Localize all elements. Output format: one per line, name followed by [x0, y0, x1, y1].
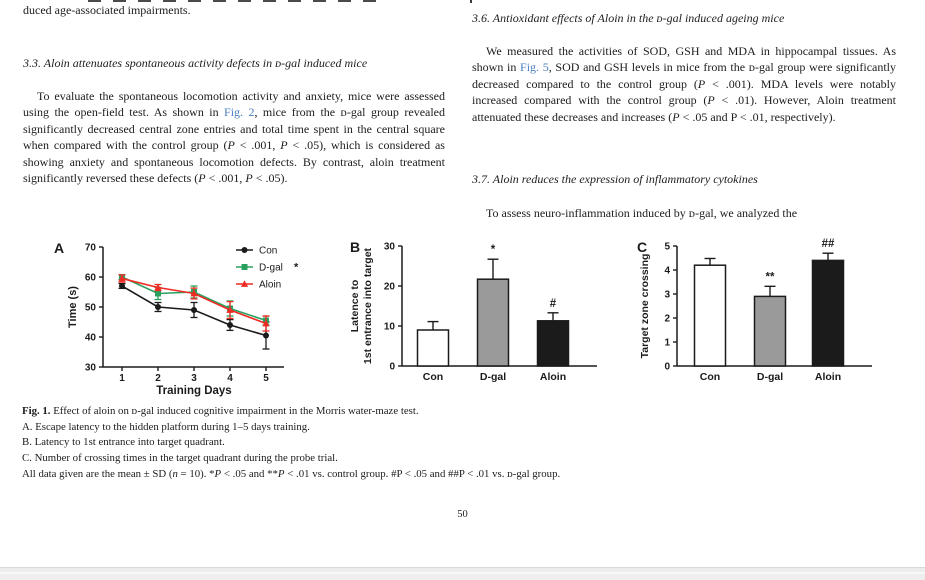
- x-category-label: Con: [699, 371, 721, 383]
- figure-panel-a-line-chart: [40, 236, 342, 404]
- data-point-circle: [242, 247, 248, 253]
- y-axis-label: Latence to: [349, 279, 361, 333]
- x-tick-label: 1: [119, 373, 125, 384]
- text-segment: < .01). However, Aloin treatment attenuated these decreases and increases (: [472, 93, 897, 124]
- section-3-6-paragraph: [472, 43, 896, 125]
- chart-svg-panel-b: [345, 236, 637, 399]
- x-tick-label: 5: [263, 373, 269, 384]
- text-segment: Fig. 1.: [22, 405, 51, 417]
- text-segment: P: [697, 76, 706, 91]
- chart-svg-panel-c: [630, 236, 925, 399]
- data-point-circle: [227, 322, 233, 328]
- text-segment: P: [227, 138, 235, 153]
- text-segment: P: [277, 467, 285, 480]
- text-segment: All data given are the mean ± SD (: [22, 467, 173, 480]
- figure-panel-b-bar-chart: [345, 236, 637, 404]
- figure-reference-link[interactable]: Fig. 5: [520, 60, 549, 75]
- x-category-label: Con: [422, 371, 444, 383]
- text-segment: P: [707, 93, 715, 108]
- caption-line: [22, 420, 902, 436]
- y-tick-label: 1: [664, 337, 670, 349]
- text-segment: We measured the activities of SOD, GSH and MDA in hippocampal tissues. As shown in: [472, 44, 896, 75]
- bar-aloin: [538, 321, 569, 366]
- text-segment: P: [672, 109, 680, 124]
- text-segment: To evaluate the spontaneous locomotion activity and anxiety, mice were assessed using the open-field test. As shown in: [23, 89, 445, 120]
- y-tick-label: 40: [84, 332, 96, 344]
- text-segment: < .05), which is considered as showing anxiety and spontaneous locomotion defects. By contrast, aloin treatment significantly reversed these defects (: [23, 138, 445, 186]
- text-segment: < .001,: [205, 171, 246, 186]
- y-axis-label: Target zone crossing: [639, 253, 651, 359]
- y-tick-label: 0: [389, 361, 395, 373]
- figure-reference-link[interactable]: Fig. 2: [224, 105, 255, 120]
- y-axis-label: Time (s): [67, 286, 79, 328]
- text-segment: < .05).: [252, 171, 288, 186]
- page-number: 50: [457, 509, 468, 520]
- y-tick-label: 20: [383, 281, 395, 293]
- data-point-square: [155, 291, 161, 297]
- text-segment: < .05 and P < .01, respectively).: [679, 109, 836, 124]
- text-segment: P: [214, 467, 222, 480]
- data-point-square: [242, 264, 248, 270]
- panel-label-a: A: [54, 240, 65, 256]
- x-tick-label: 2: [155, 373, 161, 384]
- y-tick-label: 50: [84, 302, 96, 314]
- x-axis-label: Training Days: [156, 385, 232, 397]
- y-tick-label: 30: [84, 362, 96, 374]
- section-heading-3-3: 3.3. Aloin attenuates spontaneous activity defects in ᴅ-gal induced mice: [23, 56, 368, 70]
- text-segment: n: [172, 467, 178, 480]
- caption-line: [22, 467, 902, 483]
- section-3-7-paragraph: [472, 205, 896, 221]
- horizontal-scrollbar[interactable]: [0, 567, 925, 580]
- x-category-label: Aloin: [539, 371, 567, 383]
- text-segment: P: [280, 138, 288, 153]
- text-segment: < .001,: [234, 138, 281, 153]
- bar-d-gal: [755, 296, 786, 366]
- text-segment: B. Latency to 1st entrance into target quadrant.: [22, 436, 225, 449]
- text-segment: A. Escape latency to the hidden platform during 1–5 days training.: [22, 420, 310, 433]
- section-heading-3-6: 3.6. Antioxidant effects of Aloin in the ᴅ-gal induced ageing mice: [472, 11, 785, 25]
- caption-line: [22, 404, 902, 420]
- clipped-text-remnant: [470, 0, 472, 3]
- x-tick-label: 3: [191, 373, 197, 384]
- panel-label-c: C: [637, 239, 648, 255]
- chart-svg-panel-a: [40, 236, 342, 399]
- y-tick-label: 4: [664, 265, 670, 277]
- y-tick-label: 5: [664, 241, 670, 253]
- legend-label: D-gal: [259, 262, 283, 274]
- text-segment: P: [245, 171, 253, 186]
- significance-annotation: ##: [821, 238, 835, 251]
- data-point-circle: [191, 307, 197, 313]
- y-tick-label: 60: [84, 272, 96, 284]
- data-point-circle: [119, 283, 125, 289]
- significance-annotation: **: [765, 271, 775, 284]
- x-category-label: D-gal: [756, 371, 784, 383]
- y-tick-label: 30: [383, 241, 395, 253]
- caption-line: [22, 435, 902, 451]
- text-segment: C. Number of crossing times in the target quadrant during the probe trial.: [22, 452, 338, 465]
- significance-annotation: *: [490, 244, 496, 257]
- y-tick-label: 70: [84, 242, 96, 254]
- y-tick-label: 0: [664, 361, 670, 373]
- y-tick-label: 3: [664, 289, 670, 301]
- data-point-circle: [263, 333, 269, 339]
- legend-label: Con: [259, 245, 278, 257]
- panel-label-b: B: [350, 239, 361, 255]
- section-3-3-paragraph: [23, 88, 445, 186]
- significance-annotation: #: [549, 297, 557, 310]
- bar-aloin: [813, 260, 844, 366]
- text-segment: To assess neuro-inflammation induced by ᴅ-gal, we analyzed the: [486, 206, 798, 220]
- y-tick-label: 10: [383, 321, 395, 333]
- x-tick-label: 4: [227, 373, 233, 384]
- figure-caption: [22, 404, 902, 483]
- text-segment: = 10). *: [177, 467, 215, 480]
- data-point-circle: [155, 304, 161, 310]
- bar-d-gal: [478, 279, 509, 366]
- text-segment: < .001). MDA levels were notably increased compared with the control group (: [472, 76, 896, 108]
- text-segment: P: [198, 171, 206, 186]
- text-segment: Effect of aloin on ᴅ-gal induced cognitive impairment in the Morris water-maze test.: [50, 405, 419, 417]
- text-segment: < .05 and **: [221, 467, 278, 480]
- figure-panel-c-bar-chart: [630, 236, 925, 404]
- caption-line: [22, 451, 902, 467]
- text-segment: < .01 vs. control group. #P < .05 and ##P < .01 vs. ᴅ-gal group.: [284, 467, 561, 480]
- y-axis-label: 1st entrance into target: [362, 247, 374, 365]
- legend-label: Aloin: [259, 279, 282, 291]
- paragraph-carryover-line: duced age-associated impairments.: [23, 3, 191, 17]
- bar-con: [695, 265, 726, 366]
- y-tick-label: 2: [664, 313, 670, 325]
- x-category-label: D-gal: [479, 371, 507, 383]
- bar-con: [418, 330, 449, 366]
- x-category-label: Aloin: [814, 371, 842, 383]
- legend-significance-note: *: [294, 261, 299, 274]
- text-segment: , SOD and GSH levels in mice from the ᴅ-gal group were significantly decreased compared to the control group (: [472, 60, 897, 91]
- section-heading-3-7: 3.7. Aloin reduces the expression of inflammatory cytokines: [472, 172, 758, 186]
- text-segment: , mice from the ᴅ-gal group revealed significantly decreased central zone entries and total time spent in the central square when compared with the control group (: [23, 105, 446, 153]
